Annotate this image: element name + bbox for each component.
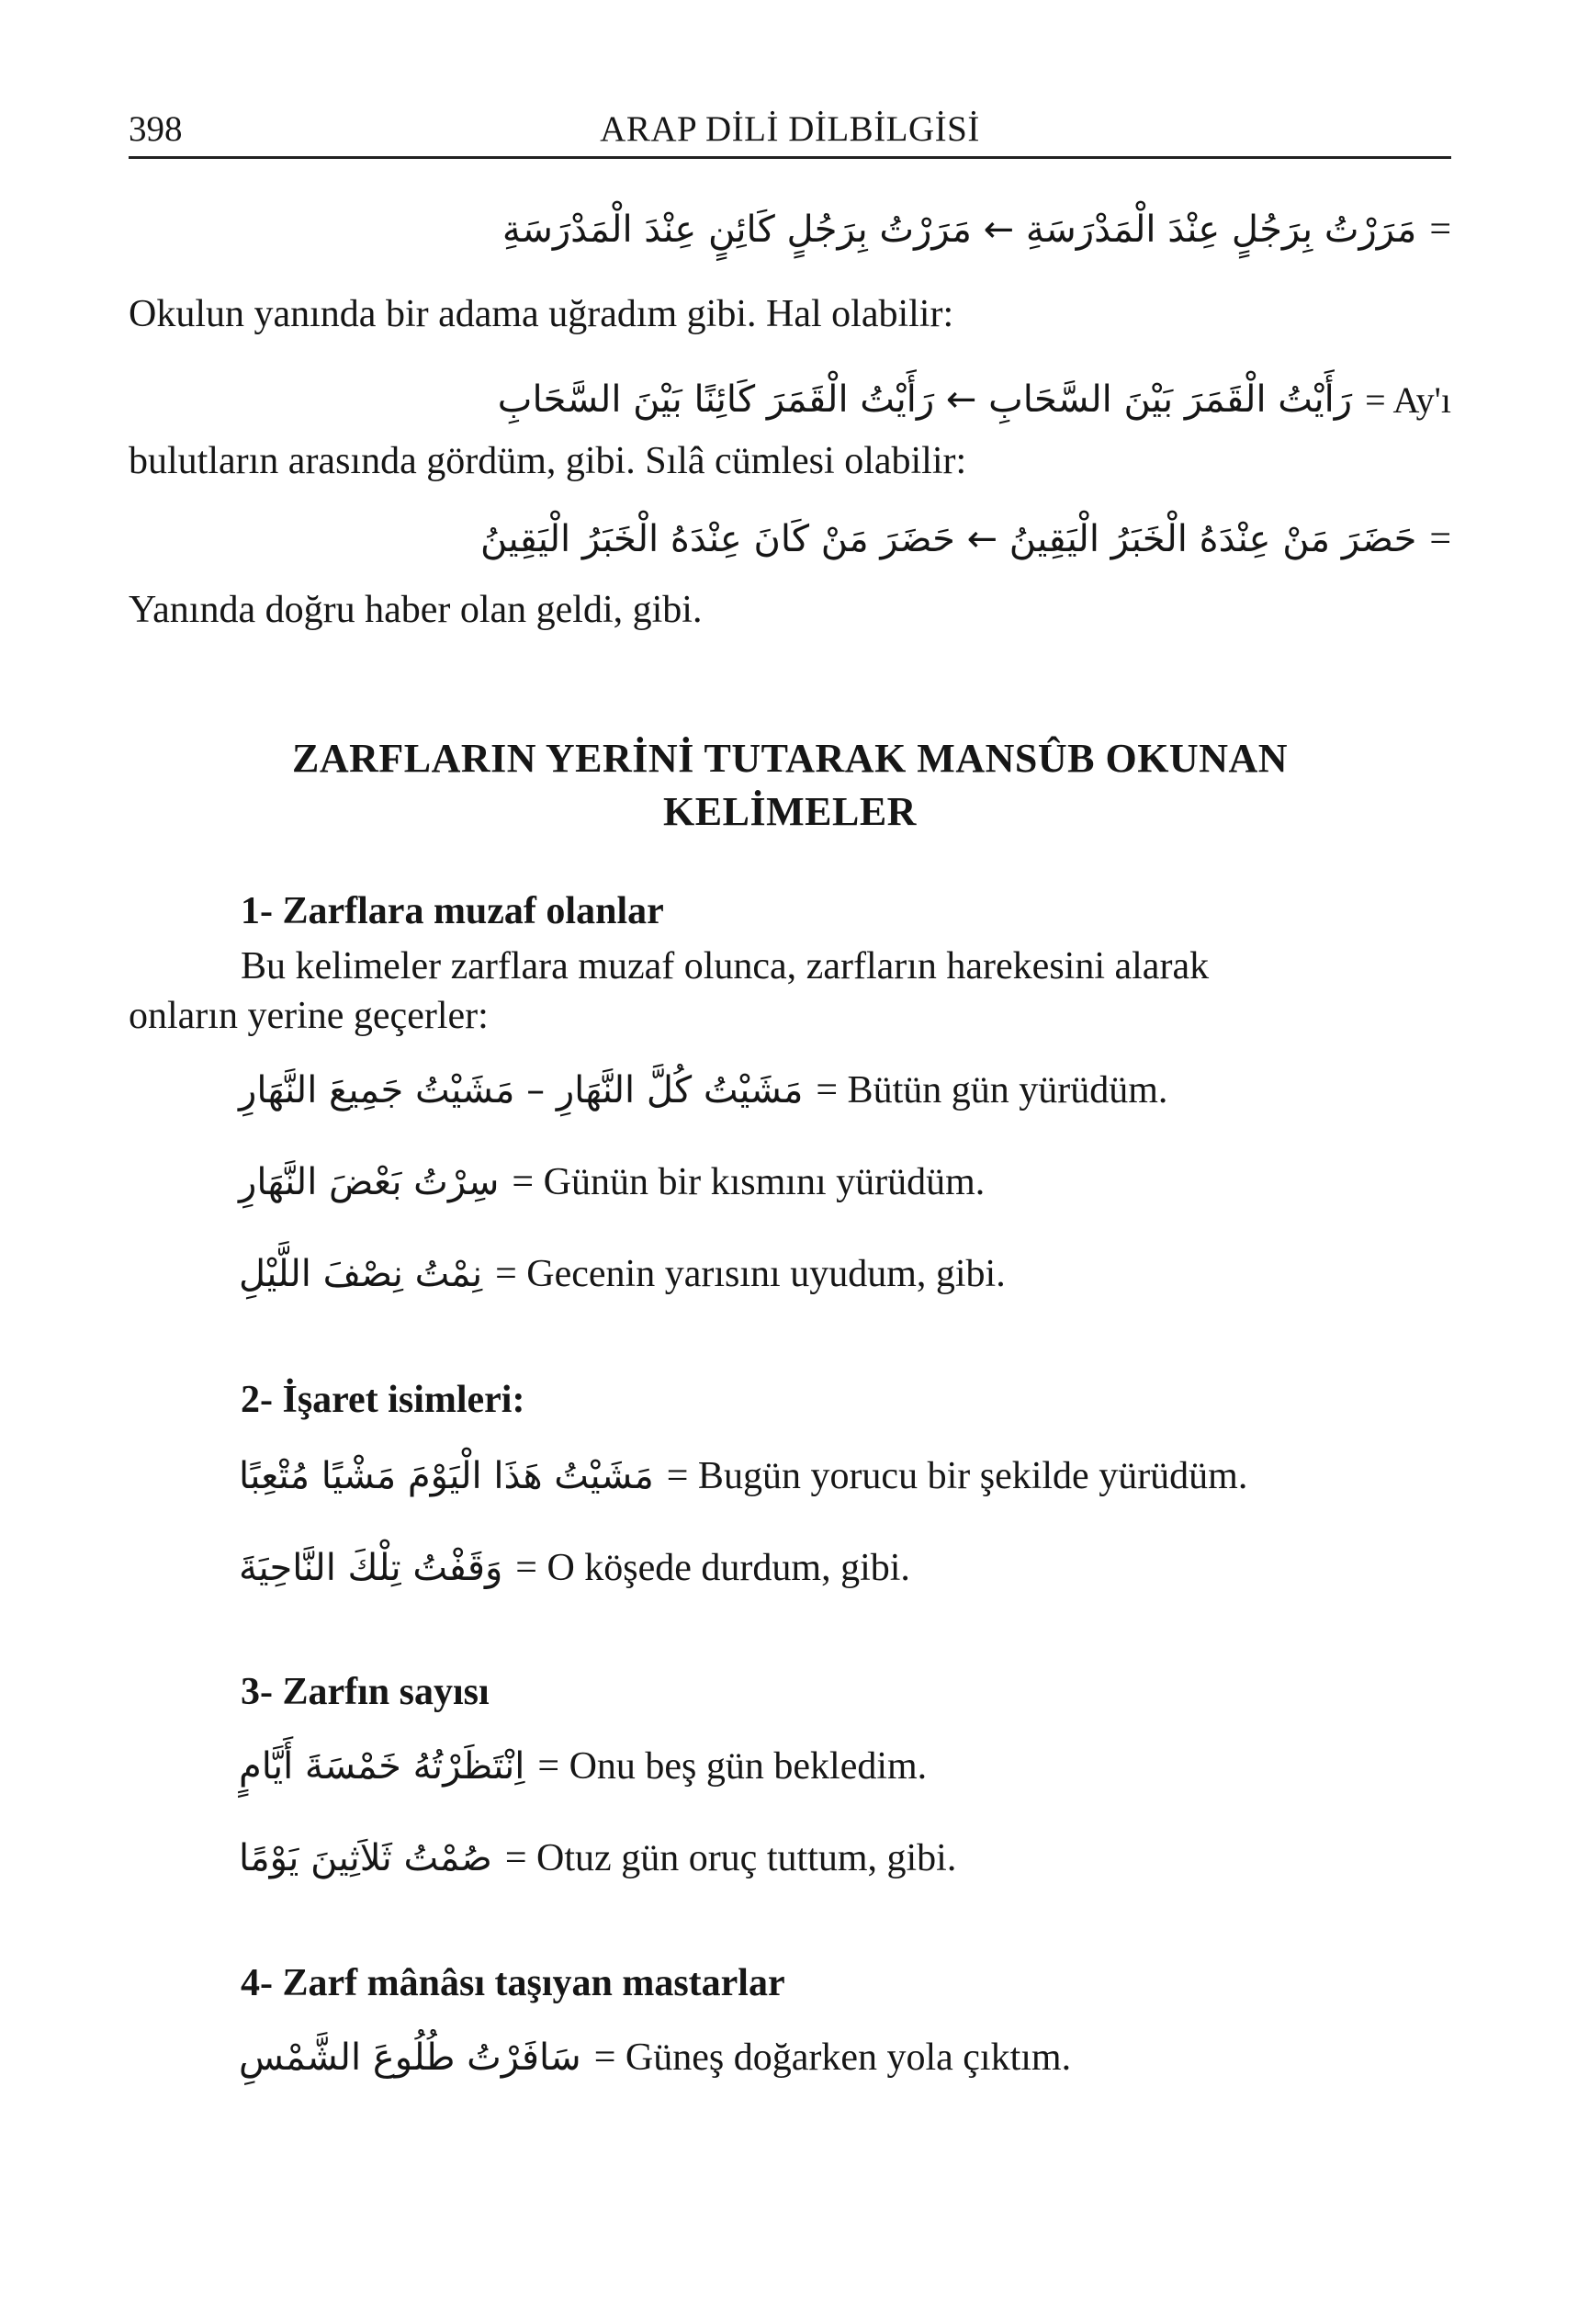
paragraph-1: Okulun yanında bir adama uğradım gibi. Hal olabilir: (129, 293, 954, 335)
equals-sign: = (1429, 209, 1451, 251)
section-heading-line-1: ZARFLARIN YERİNİ TUTARAK MANSÛB OKUNAN (291, 736, 1289, 781)
header-rule (129, 156, 1451, 159)
arabic-text: حَضَرَ مَنْ عِنْدَهُ الْخَبَرُ الْيَقِينُ ← حَضَرَ مَنْ كَانَ عِنْدَهُ الْخَبَرُ الْيَقِينُ (480, 518, 1417, 560)
arabic-text: مَشَيْتُ هَذَا الْيَوْمَ مَشْيًا مُتْعِبًا (239, 1455, 654, 1497)
section-2-example-1 (239, 1444, 1247, 1508)
arabic-text: وَقَفْتُ تِلْكَ النَّاحِيَةَ (239, 1547, 503, 1589)
arabic-example-2 (230, 367, 1451, 432)
arabic-text: سِرْتُ بَعْضَ النَّهَارِ (239, 1161, 500, 1203)
translation-text: = Günün bir kısmını yürüdüm. (512, 1161, 986, 1203)
arabic-text: صُمْتُ ثَلاَثِينَ يَوْمًا (239, 1837, 492, 1879)
translation-text: = O köşede durdum, gibi. (515, 1547, 910, 1589)
arabic-text: رَأَيْتُ الْقَمَرَ بَيْنَ السَّحَابِ ← رَأَيْتُ الْقَمَرَ كَائِنًا بَيْنَ السَّحَابِ (497, 378, 1353, 421)
section-1-example-3 (239, 1242, 1006, 1306)
translation-text: = Otuz gün oruç tuttum, gibi. (504, 1837, 957, 1879)
equals-sign: = (1429, 518, 1451, 560)
section-3-example-1 (239, 1734, 927, 1799)
arabic-text: اِنْتَظَرْتُهُ خَمْسَةَ أَيَّامٍ (239, 1745, 525, 1788)
running-title: ARAP DİLİ DİLBİLGİSİ (600, 109, 980, 149)
translation-text: = Bugün yorucu bir şekilde yürüdüm. (666, 1455, 1248, 1497)
paragraph-2: bulutların arasında gördüm, gibi. Sılâ cümlesi olabilir: (129, 440, 967, 482)
paragraph-3: Yanında doğru haber olan geldi, gibi. (129, 589, 703, 631)
section-1-example-1 (239, 1058, 1167, 1123)
translation-text: = Onu beş gün bekledim. (537, 1745, 928, 1788)
section-4-example-1 (239, 2025, 1071, 2090)
section-1-intro-line-2: onların yerine geçerler: (129, 995, 489, 1037)
section-heading-line-2: KELİMELER (663, 789, 917, 834)
section-1-example-2 (239, 1150, 985, 1214)
arabic-text: نِمْتُ نِصْفَ اللَّيْلِ (239, 1253, 483, 1295)
arabic-text: مَرَرْتُ بِرَجُلٍ عِنْدَ الْمَدْرَسَةِ ← مَرَرْتُ بِرَجُلٍ كَائِنٍ عِنْدَ الْمَدْرَسَةِ (501, 209, 1417, 251)
section-1-title: 1- Zarflara muzaf olanlar (241, 890, 664, 932)
translation-text: = Güneş doğarken yola çıktım. (593, 2036, 1072, 2079)
arabic-example-1 (230, 197, 1451, 262)
section-3-example-2 (239, 1826, 956, 1890)
section-2-title: 2- İşaret isimleri: (241, 1379, 525, 1421)
example-lead-text: = Ay'ı (1365, 378, 1451, 421)
section-4-title: 4- Zarf mânâsı taşıyan mastarlar (241, 1962, 785, 2004)
arabic-example-3 (230, 507, 1451, 571)
section-2-example-2 (239, 1536, 910, 1600)
section-1-intro-line-1: Bu kelimeler zarflara muzaf olunca, zarfların harekesini alarak (241, 945, 1210, 987)
translation-text: = Gecenin yarısını uyudum, gibi. (495, 1253, 1006, 1295)
arabic-text: مَشَيْتُ كُلَّ النَّهَارِ – مَشَيْتُ جَمِيعَ النَّهَارِ (239, 1069, 804, 1111)
page-number: 398 (129, 109, 183, 149)
translation-text: = Bütün gün yürüdüm. (816, 1069, 1168, 1111)
section-3-title: 3- Zarfın sayısı (241, 1671, 490, 1713)
page-header (129, 108, 1451, 158)
arabic-text: سَافَرْتُ طُلُوعَ الشَّمْسِ (239, 2036, 581, 2079)
